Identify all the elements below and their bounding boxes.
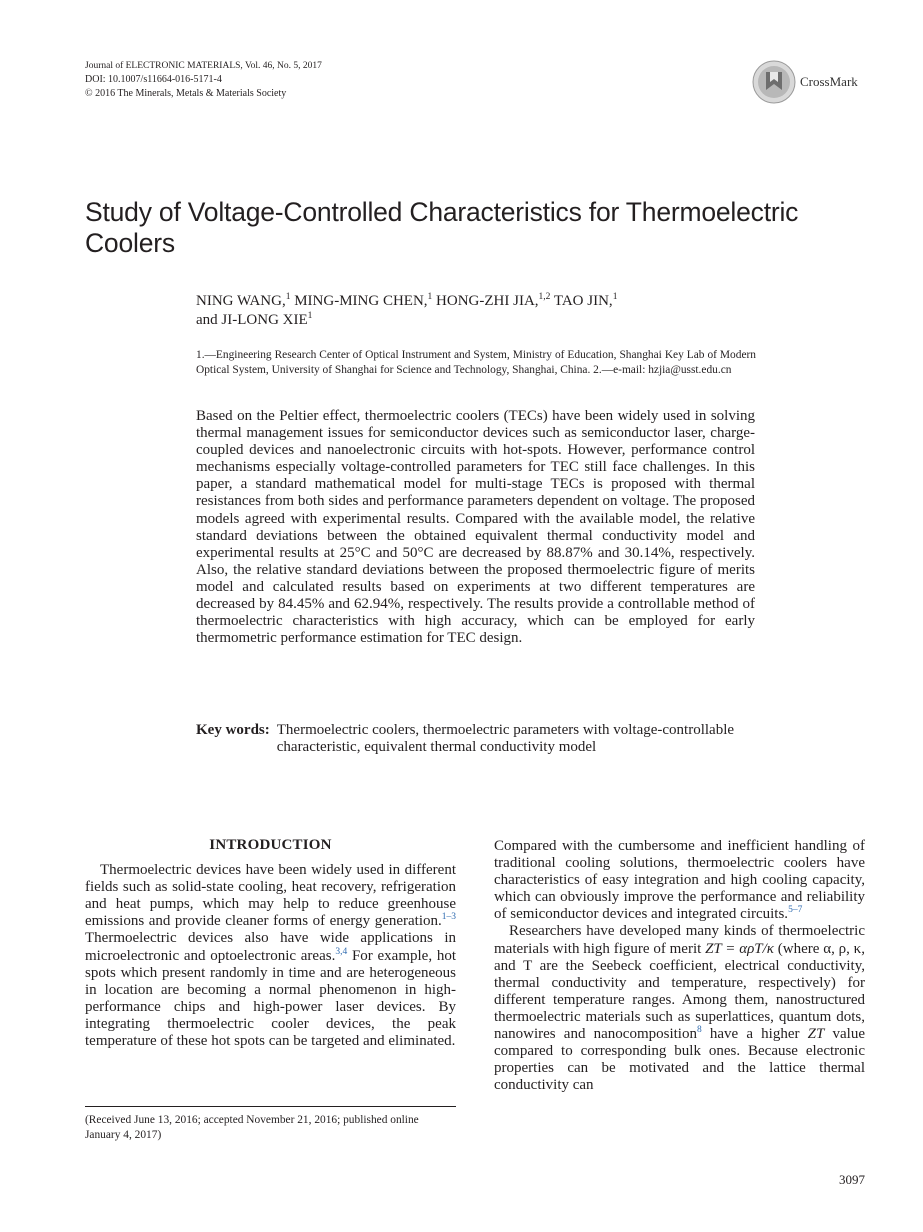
citation-link[interactable]: 8 [696,1025,702,1036]
body-paragraph: Researchers have developed many kinds of thermoelectric materials with high figure of merit ZT = αρT/κ (where α, ρ, κ, and T are the Seebeck coefficient, electrical conductivity, thermal conductivity and temperature, respectively) for different temperature ranges. Among them, nanostructured thermoelectric materials such as superlattices, quantum dots, nanowires and nanocomposition$^8$ have a higher ZT value compared to corresponding bulk ones. Because electronic properties can be motivated and the lattice thermal conductivity can [494,923,866,1094]
paper-title: Study of Voltage-Controlled Characteristics for Thermoelectric Coolers [85,197,799,258]
footnote-divider [85,1106,456,1107]
affiliation-marker: 1 [307,311,313,321]
zt-formula: ZT = αρT/κ [705,940,774,957]
crossmark-label: CrossMark [800,74,858,89]
copyright: © 2016 The Minerals, Metals & Materials Society [85,88,287,99]
keywords-label: Key words: [196,722,270,738]
crossmark-icon [752,60,796,104]
left-column [85,837,456,1050]
abstract: Based on the Peltier effect, thermoelectric coolers (TECs) have been widely used in solving thermal management issues for semiconductor devices such as semiconductor laser, charge-coupled devices and nanoelectronic circuits with hot-spots. However, performance control mechanisms especially voltage-controlled parameters for TEC still face challenges. In this paper, a standard mathematical model for multi-stage TECs is proposed with thermal resistances from both sides and performance parameters dependent on voltage. The proposed models agreed with experimental results. Compared with the available model, the relative standard deviations between the obtained equivalent thermal conductivity model and experimental results at 25°C and 50°C are decreased by 88.87% and 30.14%, respectively. Also, the relative standard deviations between the proposed thermoelectric figure of merits model and calculated results based on experiments at two different temperatures are decreased by 84.45% and 62.94%, respectively. The results provide a controllable method of thermoelectric characteristics with high accuracy, which can be employed for early thermometric performance estimation for TEC design. [196,408,755,647]
journal-citation: Journal of ELECTRONIC MATERIALS, Vol. 46, No. 5, 2017 [85,61,322,71]
keywords-text: Thermoelectric coolers, thermoelectric parameters with voltage-controllable characteristic, equivalent thermal conductivity model [276,722,735,755]
keywords [196,722,756,756]
citation-link[interactable]: 1–3 [441,912,456,923]
body-paragraph: Compared with the cumbersome and inefficient handling of traditional cooling solutions, thermoelectric coolers have characteristics of easy integration and high cooling capacity, which can obviously improve the performance and reliability of semiconductor devices and integrated circuits.$^{5-7}$ [494,838,865,923]
author-name: TAO JIN, [553,293,613,309]
affiliation-marker: 1,2 [538,292,551,302]
received-footnote: (Received June 13, 2016; accepted November 21, 2016; published online January 4, 2017) [85,1114,419,1141]
affiliation-marker: 1 [427,292,433,302]
author-list [196,292,796,330]
author-name: MING-MING CHEN, [294,293,428,309]
citation-link[interactable]: 5–7 [788,905,803,916]
citation-link[interactable]: 3,4 [335,946,348,957]
zt-symbol: ZT [807,1026,825,1043]
doi: DOI: 10.1007/s11664-016-5171-4 [85,74,222,85]
author-name: HONG-ZHI JIA, [436,293,539,309]
right-column [494,838,865,1094]
page-number: 3097 [839,1172,865,1187]
author-name: NING WANG, [196,293,286,309]
intro-paragraph: Thermoelectric devices have been widely used in different fields such as solid-state cooling, heat recovery, refrigeration and heat pumps, which may help to reduce greenhouse emissions and provide cleaner forms of energy generation.$^{1-3}$ Thermoelectric devices also have wide applications in microelectronic and optoelectronic areas.$^{3,4}$ For example, hot spots which present randomly in time and are heterogeneous in location are becoming a normal phenomenon in high-performance chips and high-power laser devices. By integrating thermoelectric cooler devices, the peak temperature of these hot spots can be targeted and eliminated. [85,862,456,1050]
author-name: and JI-LONG XIE [196,312,308,328]
section-heading: INTRODUCTION [209,837,332,853]
affiliation: 1.—Engineering Research Center of Optical Instrument and System, Ministry of Education, Shanghai Key Lab of Modern Optical System, University of Shanghai for Science and Technology, Shanghai, China. 2.—e-mail: hzjia@usst.edu.cn [196,349,756,376]
crossmark-badge[interactable] [752,60,858,104]
journal-header [85,60,322,101]
affiliation-marker: 1 [285,292,291,302]
affiliation-marker: 1 [612,292,618,302]
